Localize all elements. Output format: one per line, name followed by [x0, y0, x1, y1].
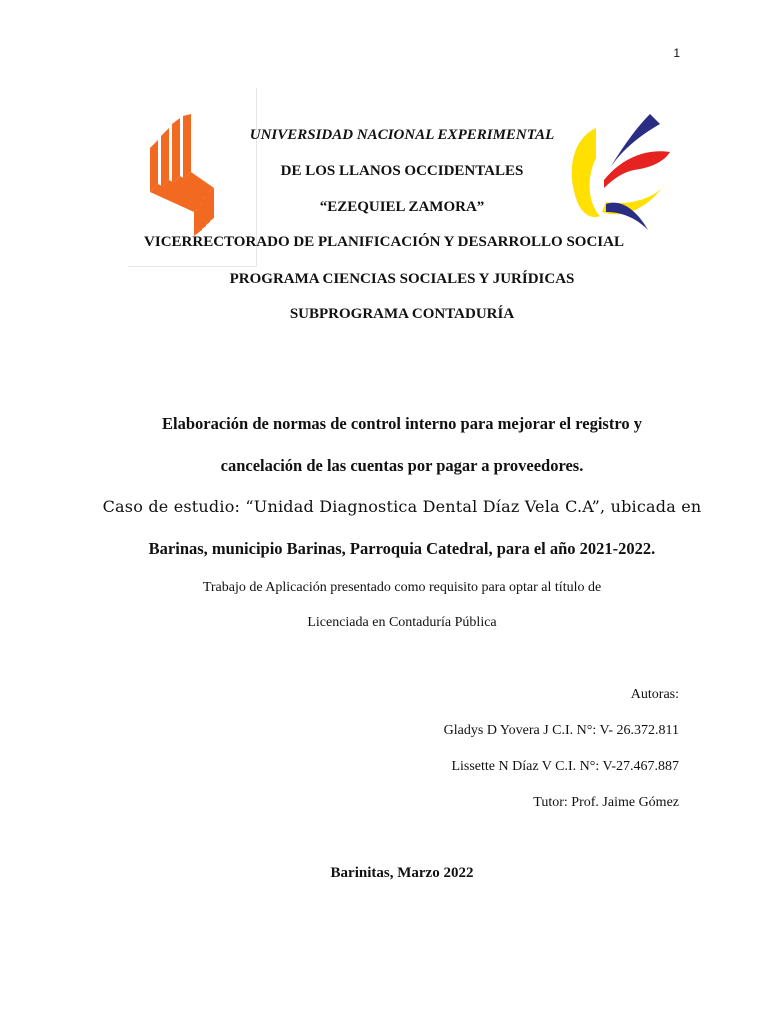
place-date: Barinitas, Marzo 2022: [330, 865, 474, 881]
header-line-ezequiel: “EZEQUIEL ZAMORA”: [319, 199, 485, 215]
author-1: Gladys D Yovera J C.I. N°: V- 26.372.811: [443, 723, 679, 738]
case-study-line-1: Caso de estudio: “Unidad Diagnostica Dental Díaz Vela C.A”, ubicada en: [102, 497, 702, 516]
author-2: Lissette N Díaz V C.I. N°: V-27.467.887: [451, 759, 679, 774]
header-line-vicerrectorado: VICERRECTORADO DE PLANIFICACIÓN Y DESARROLLO SOCIAL: [144, 234, 624, 250]
page-number: 1: [673, 46, 680, 60]
header-line-programa: PROGRAMA CIENCIAS SOCIALES Y JURÍDICAS: [229, 271, 575, 287]
title-line-2: cancelación de las cuentas por pagar a proveedores.: [220, 456, 584, 475]
header-line-llanos: DE LOS LLANOS OCCIDENTALES: [280, 163, 524, 179]
authors-label: Autoras:: [630, 687, 679, 702]
case-study-line-2: Barinas, municipio Barinas, Parroquia Catedral, para el año 2021-2022.: [148, 539, 656, 558]
subtitle-line-2: Licenciada en Contaduría Pública: [307, 615, 497, 630]
subtitle-line-1: Trabajo de Aplicación presentado como requisito para optar al título de: [202, 580, 602, 595]
header-line-university: UNIVERSIDAD NACIONAL EXPERIMENTAL: [249, 127, 555, 143]
header-line-subprograma: SUBPROGRAMA CONTADURÍA: [289, 306, 515, 322]
tutor: Tutor: Prof. Jaime Gómez: [533, 795, 679, 810]
title-line-1: Elaboración de normas de control interno para mejorar el registro y: [162, 414, 642, 433]
